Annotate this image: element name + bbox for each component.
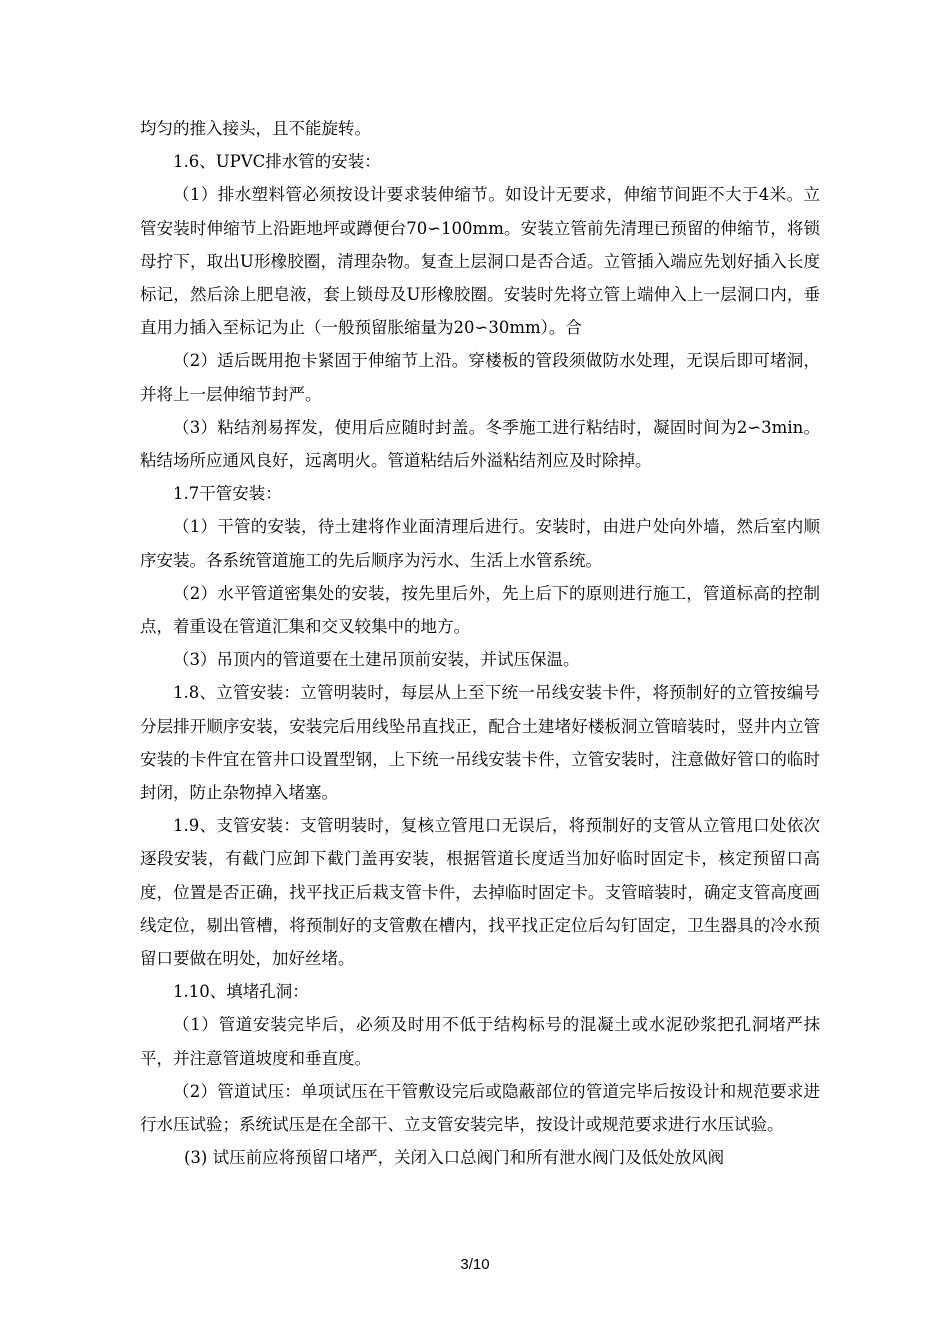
paragraph-pressure-test-item-3: (3) 试压前应将预留口堵严，关闭入口总阀门和所有泄水阀门及低处放风阀 (184, 1148, 725, 1168)
paragraph-main-pipe-item-3: （3）吊顶内的管道要在土建吊顶前安装，并试压保温。 (173, 650, 580, 670)
paragraph-continuation: 均匀的推入接头，且不能旋转。 (140, 119, 371, 138)
paragraph-upvc-item-3: （3）粘结剂易挥发，使用后应随时封盖。冬季施工进行粘结时，凝固时间为2∽3min。粘结场所应通风良好，远离明火。管道粘结后外溢粘结剂应及时除掉。 (140, 417, 820, 471)
page-number: 3/10 (460, 1256, 490, 1273)
paragraph-main-pipe-item-2: （2）水平管道密集处的安装，按先里后外，先上后下的原则进行施工，管道标高的控制点，着重设在管道汇集和交叉较集中的地方。 (140, 583, 820, 637)
heading-main-pipe: 1.7干管安装： (173, 484, 282, 504)
paragraph-upvc-item-2: （2）适后既用抱卡紧固于伸缩节上沿。穿楼板的管段须做防水处理，无误后即可堵洞，并将上一层伸缩节封严。 (140, 351, 820, 404)
paragraph-branch-installation: 1.9、支管安装：支管明装时，复核立管甩口无误后，将预制好的支管从立管甩口处依次逐段安装，有截门应卸下截门盖再安装，根据管道长度适当加好临时固定卡，核定预留口高度，位置是否正确，找平找正后栽支管卡件，去掉临时固定卡。支管暗装时，确定支管高度画线定位，剔出管槽，将预制好的支管敷在槽内，找平找正定位后勾钉固定，卫生器具的冷水预留口要做在明处，加好丝堵。 (140, 816, 820, 969)
heading-upvc-drain-pipe: 1.6、UPVC排水管的安装： (173, 152, 381, 172)
paragraph-riser-installation: 1.8、立管安装：立管明装时，每层从上至下统一吊线安装卡件，将预制好的立管按编号分层排开顺序安装，安装完后用线坠吊直找正，配合土建堵好楼板洞立管暗装时，竖井内立管安装的卡件宜在管井口设置型钢，上下统一吊线安装卡件，立管安装时，注意做好管口的临时封闭，防止杂物掉入堵塞。 (140, 683, 820, 803)
paragraph-pressure-test-item-2: （2）管道试压：单项试压在干管敷设完后或隐蔽部位的管道完毕后按设计和规范要求进行水压试验；系统试压是在全部干、立支管安装完毕，按设计或规范要求进行水压试验。 (140, 1081, 820, 1135)
document-body (140, 112, 820, 1175)
paragraph-main-pipe-item-1: （1）干管的安装，待土建将作业面清理后进行。安装时，由进户处向外墙，然后室内顺序安装。各系统管道施工的先后顺序为污水、生活上水管系统。 (140, 517, 820, 570)
heading-fill-holes: 1.10、填堵孔洞： (173, 982, 309, 1002)
paragraph-upvc-item-1: （1）排水塑料管必须按设计要求装伸缩节。如设计无要求，伸缩节间距不大于4米。立管安装时伸缩节上沿距地坪或蹲便台70∽100mm。安装立管前先清理已预留的伸缩节，将锁母拧下，取出U形橡胶圈，清理杂物。复查上层洞口是否合适。立管插入端应先划好插入长度标记，然后涂上肥皂液，套上锁母及U形橡胶圈。安装时先将立管上端伸入上一层洞口内，垂直用力插入至标记为止（一般预留胀缩量为20∽30mm）。合 (140, 185, 820, 338)
paragraph-fill-holes-item-1: （1）管道安装完毕后，必须及时用不低于结构标号的混凝土或水泥砂浆把孔洞堵严抹平，并注意管道坡度和垂直度。 (140, 1015, 820, 1068)
